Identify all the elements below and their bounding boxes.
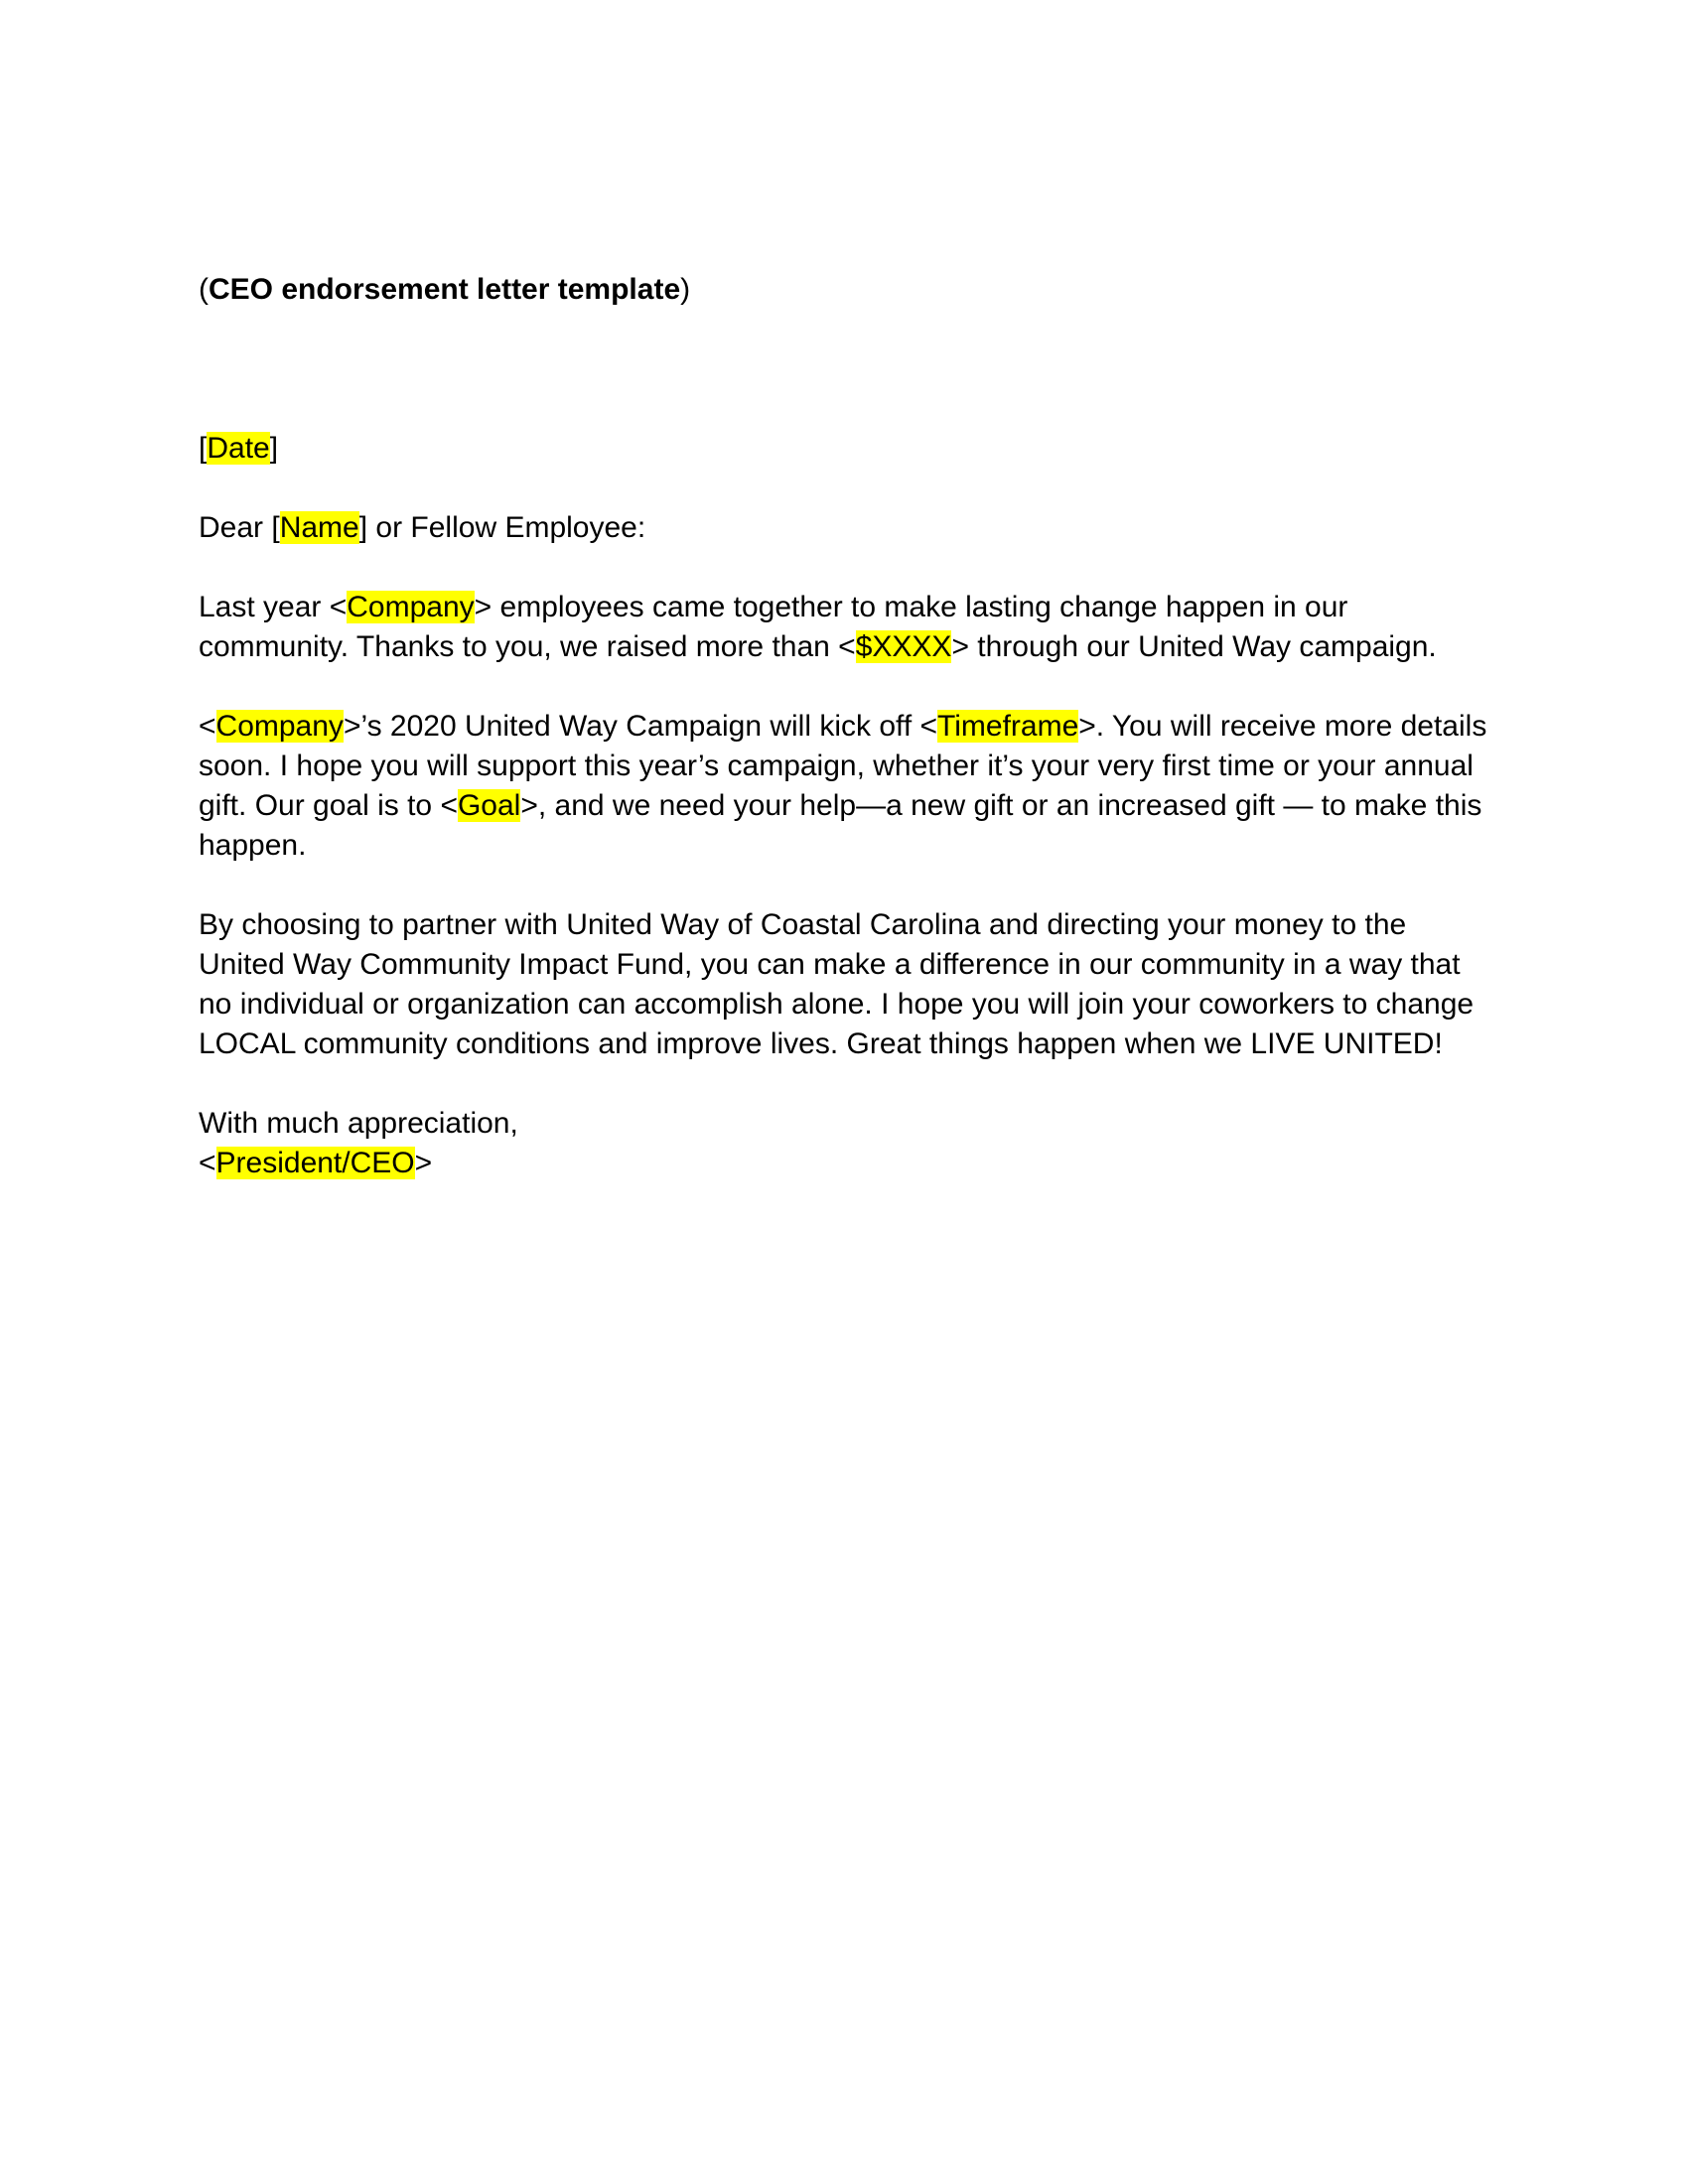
letter-body (199, 270, 1499, 1183)
amount-placeholder: $XXXX (855, 630, 952, 663)
paragraph1-text-3: > through our United Way campaign. (951, 630, 1437, 663)
paragraph1-text-1: Last year < (199, 591, 348, 623)
paragraph-campaign (199, 707, 1499, 866)
date-close-bracket: ] (269, 432, 279, 465)
date-placeholder: Date (207, 432, 270, 465)
paragraph3-text: By choosing to partner with United Way of Coastal Carolina and directing your money to the United Way Community Impact Fund, you can make a difference in our community in a way that no individual or organization can accomplish alone. I hope you will join your coworkers to change LOCAL community conditions and improve lives. Great things happen when we LIVE UNITED! (199, 908, 1475, 1060)
date-open-bracket: [ (199, 432, 208, 465)
signer-close: > (414, 1147, 433, 1179)
goal-placeholder: Goal (457, 789, 521, 822)
paragraph1-text-2: > employees came together to make lasting change happen in our community. Thanks to you, we raised more than < (199, 591, 1348, 663)
letter-heading (199, 270, 1499, 310)
paragraph2-text-1: < (199, 710, 216, 743)
heading-open-paren: ( (199, 273, 209, 306)
paragraph-partner (199, 905, 1499, 1064)
timeframe-placeholder: Timeframe (937, 710, 1079, 743)
signer-placeholder: President/CEO (215, 1147, 415, 1179)
date-line (199, 429, 1499, 469)
signer-open: < (199, 1147, 216, 1179)
company-placeholder: Company (215, 710, 344, 743)
heading-title: CEO endorsement letter template (209, 273, 681, 306)
name-placeholder: Name (279, 511, 359, 544)
paragraph2-text-2: >’s 2020 United Way Campaign will kick off < (343, 710, 938, 743)
signer-line (199, 1144, 1499, 1183)
heading-close-paren: ) (680, 273, 691, 306)
salutation-before: Dear [ (199, 511, 280, 544)
paragraph2-text-4: >, and we need your help—a new gift or an increased gift — to make this happen. (199, 789, 1482, 862)
company-placeholder: Company (347, 591, 475, 623)
paragraph2-text-3: >. You will receive more details soon. I hope you will support this year’s campaign, whether it’s your very first time or your annual gift. Our goal is to < (199, 710, 1487, 822)
paragraph-last-year (199, 588, 1499, 667)
salutation-after: ] or Fellow Employee: (358, 511, 646, 544)
closing-line: With much appreciation, (199, 1107, 518, 1140)
closing-block (199, 1104, 1499, 1183)
salutation (199, 508, 1499, 548)
